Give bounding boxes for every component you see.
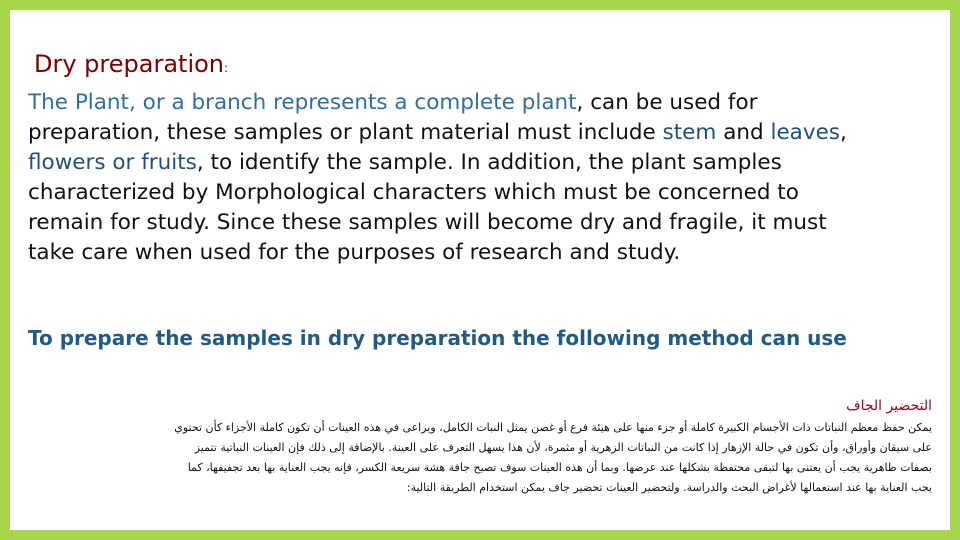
- method-subheading: To prepare the samples in dry preparation the following method can use: [28, 326, 847, 350]
- arabic-line: يجب العناية بها عند استعمالها لأغراض البحث والدراسة. ولتحضير العينات تحضير جاف يمكن استخدام الطريقة التالية:: [406, 481, 932, 494]
- arabic-title: التحضير الجاف: [846, 398, 932, 414]
- heading-colon: :: [224, 61, 229, 75]
- heading-text: Dry preparation: [34, 50, 225, 78]
- arabic-paragraph: [42, 418, 932, 498]
- paragraph-text: preparation, these samples or plant material must include: [28, 120, 663, 145]
- paragraph-line: remain for study. Since these samples will become dry and fragile, it must: [28, 210, 827, 235]
- paragraph-line: [28, 88, 898, 118]
- paragraph-line: characterized by Morphological characters which must be concerned to: [28, 180, 799, 205]
- paragraph-text: ,: [840, 120, 847, 145]
- paragraph-line: [28, 148, 898, 178]
- paragraph-text-blue: The Plant, or a branch represents a complete plant: [28, 90, 577, 115]
- keyword-leaves: leaves: [770, 120, 841, 145]
- slide-heading: [34, 50, 228, 78]
- slide: [10, 10, 950, 530]
- keyword-stem: stem: [662, 120, 717, 145]
- arabic-line: يمكن حفظ معظم النباتات ذات الأجسام الكبيرة كاملة أو جزء منها على هيئة فرع أو غصن يمثل النبات الكامل، ويراعى في هذه العينات أن تكون كاملة الأجزاء كأن تحتوي: [174, 421, 932, 434]
- arabic-line: على سيقان وأوراق، وأن تكون في حالة الإزهار إذا كانت من النباتات الزهرية أو مثمرة، لأن هذا يسهل التعرف على العينة. بالإضافة إلى ذلك فإن العينات النباتية تتميز: [194, 441, 932, 454]
- keyword-flowers-fruits: flowers or fruits: [28, 150, 197, 175]
- paragraph-line: take care when used for the purposes of research and study.: [28, 240, 681, 265]
- paragraph-text: , can be used for: [576, 90, 758, 115]
- paragraph-text: and: [716, 120, 771, 145]
- paragraph-line: [28, 118, 898, 148]
- paragraph-text: , to identify the sample. In addition, the plant samples: [196, 150, 782, 175]
- arabic-line: بصفات ظاهرية يجب أن يعتنى بها لتبقى محتفظة بشكلها عند عرضها. وبما أن هذه العينات سوف تصبح جافة هشة سريعة الكسر، فإنه يجب العناية بها بعد تجفيفها، كما: [187, 461, 932, 474]
- english-paragraph: [28, 88, 898, 268]
